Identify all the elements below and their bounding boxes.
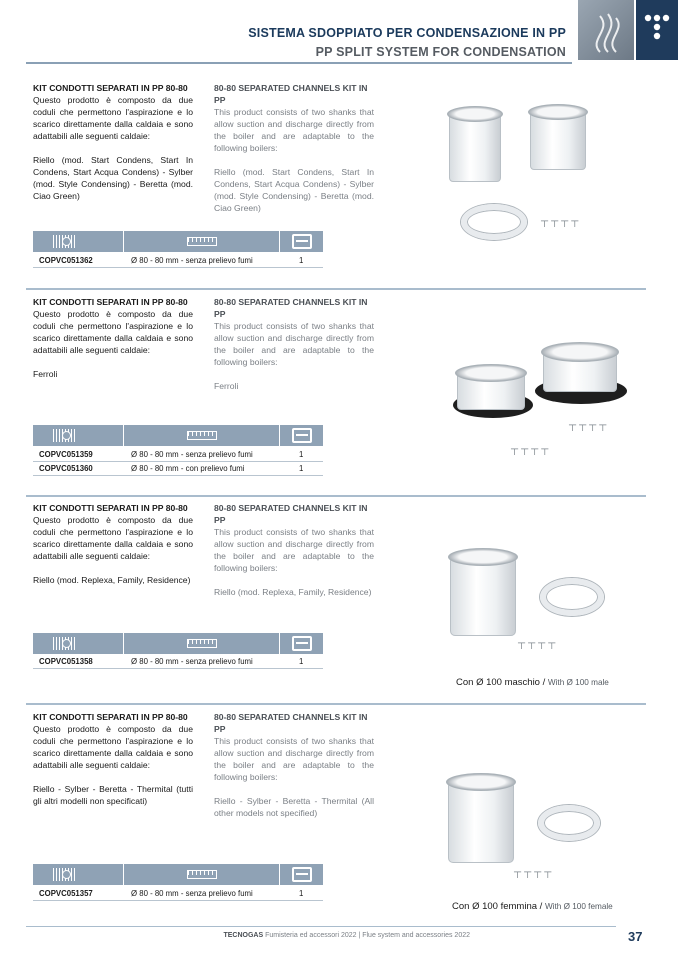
section-title-italian: KIT CONDOTTI SEPARATI IN PP 80-80: [33, 83, 188, 93]
table-row: [33, 887, 323, 901]
description-text-italian: Questo prodotto è composto da due coduli che permettono l'aspirazione e lo scarico direttamente dalla caldaia e sono adattabili alle seguenti caldaie:: [33, 515, 193, 561]
size-column-header: [123, 633, 279, 654]
section-divider: [26, 495, 646, 497]
size-column-header: [123, 425, 279, 446]
table-row: [33, 462, 323, 476]
product-quantity: 1: [299, 657, 304, 666]
barcode-magnifier-icon: [53, 868, 75, 881]
description-text-italian: Questo prodotto è composto da due coduli che permettono l'aspirazione e lo scarico direttamente dalla caldaia e sono adattabili alle seguenti caldaie:: [33, 309, 193, 355]
brands-english: Riello (mod. Start Condens, Start In Condens, Start Acqua Condens) - Sylber (mod. Style Condensing) - Beretta (mod. Ciao Green): [214, 167, 374, 213]
description-english: [214, 502, 374, 598]
section-title-italian: KIT CONDOTTI SEPARATI IN PP 80-80: [33, 503, 188, 513]
product-quantity: 1: [299, 889, 304, 898]
product-size: Ø 80 - 80 mm - senza prelievo fumi: [131, 256, 253, 265]
product-quantity: 1: [299, 256, 304, 265]
quantity-column-header: [279, 633, 323, 654]
product-image: ┬┬┬┬: [444, 542, 624, 662]
description-english: [214, 82, 374, 214]
product-code: COPVC051362: [39, 256, 93, 265]
product-size: Ø 80 - 80 mm - senza prelievo fumi: [131, 657, 253, 666]
footer-brand: TECNOGAS: [223, 932, 264, 939]
page-number: 37: [628, 929, 643, 944]
product-section-3: [26, 500, 646, 700]
barcode-magnifier-icon: [53, 429, 75, 442]
description-italian: [33, 502, 193, 586]
code-column-header: [33, 864, 123, 885]
code-column-header: [33, 231, 123, 252]
section-title-italian: KIT CONDOTTI SEPARATI IN PP 80-80: [33, 297, 188, 307]
product-section-4: [26, 709, 646, 919]
package-box-icon: [292, 234, 312, 249]
page-title-italian: SISTEMA SDOPPIATO PER CONDENSAZIONE IN PP: [248, 26, 566, 40]
footer-text: [223, 932, 470, 939]
section-divider: [26, 703, 646, 705]
description-italian: [33, 296, 193, 380]
smoke-swirl-icon: [578, 0, 634, 60]
size-column-header: [123, 231, 279, 252]
caption-italian: Con Ø 100 femmina /: [452, 901, 545, 912]
brand-dots-icon: [636, 0, 678, 60]
caption-english: With Ø 100 female: [544, 902, 613, 911]
brands-english: Riello - Sylber - Beretta - Thermital (All other models not specified): [214, 796, 374, 818]
table-row: [33, 254, 323, 268]
section-divider: [26, 288, 646, 290]
section-title-english: 80-80 SEPARATED CHANNELS KIT IN PP: [214, 712, 368, 734]
product-size: Ø 80 - 80 mm - senza prelievo fumi: [131, 889, 253, 898]
table-row: [33, 655, 323, 669]
barcode-magnifier-icon: [53, 235, 75, 248]
brands-english: Ferroli: [214, 381, 239, 391]
product-image: ┬┬┬┬: [441, 92, 611, 247]
product-image: ┬┬┬┬: [442, 767, 622, 892]
product-code: COPVC051360: [39, 464, 93, 473]
description-text-italian: Questo prodotto è composto da due coduli che permettono l'aspirazione e lo scarico direttamente dalla caldaia e sono adattabili alle seguenti caldaie:: [33, 95, 193, 141]
footer-description: Fumisteria ed accessori 2022 | Flue system and accessories 2022: [263, 932, 470, 939]
table-header: [33, 425, 323, 446]
package-box-icon: [292, 636, 312, 651]
brands-english: Riello (mod. Replexa, Family, Residence): [214, 587, 372, 597]
ruler-icon: [187, 431, 217, 440]
brands-italian: Riello (mod. Start Condens, Start In Condens, Start Acqua Condens) - Sylber (mod. Style Condensing) - Beretta (mod. Ciao Green): [33, 155, 193, 201]
product-caption: [452, 901, 613, 912]
section-title-english: 80-80 SEPARATED CHANNELS KIT IN PP: [214, 297, 368, 319]
package-box-icon: [292, 867, 312, 882]
product-caption: [456, 677, 609, 688]
section-title-english: 80-80 SEPARATED CHANNELS KIT IN PP: [214, 83, 368, 105]
brands-italian: Ferroli: [33, 369, 58, 379]
description-text-english: This product consists of two shanks that allow suction and discharge directly from the boiler and are adaptable to the following boilers:: [214, 736, 374, 782]
product-section-2: [26, 294, 646, 494]
product-quantity: 1: [299, 450, 304, 459]
ruler-icon: [187, 237, 217, 246]
code-column-header: [33, 633, 123, 654]
brands-italian: Riello - Sylber - Beretta - Thermital (tutti gli altri modelli non specificati): [33, 784, 193, 806]
size-column-header: [123, 864, 279, 885]
product-size: Ø 80 - 80 mm - senza prelievo fumi: [131, 450, 253, 459]
footer-line: [26, 926, 616, 927]
quantity-column-header: [279, 425, 323, 446]
description-italian: [33, 82, 193, 202]
table-row: [33, 448, 323, 462]
description-english: [214, 711, 374, 819]
description-text-italian: Questo prodotto è composto da due coduli che permettono l'aspirazione e lo scarico direttamente dalla caldaia e sono adattabili alle seguenti caldaie:: [33, 724, 193, 770]
section-title-english: 80-80 SEPARATED CHANNELS KIT IN PP: [214, 503, 368, 525]
package-box-icon: [292, 428, 312, 443]
product-size: Ø 80 - 80 mm - con prelievo fumi: [131, 464, 245, 473]
section-title-italian: KIT CONDOTTI SEPARATI IN PP 80-80: [33, 712, 188, 722]
barcode-magnifier-icon: [53, 637, 75, 650]
description-text-english: This product consists of two shanks that allow suction and discharge directly from the boiler and are adaptable to the following boilers:: [214, 321, 374, 367]
table-header: [33, 864, 323, 885]
product-code: COPVC051357: [39, 889, 93, 898]
product-section-1: [26, 80, 646, 280]
brands-italian: Riello (mod. Replexa, Family, Residence): [33, 575, 191, 585]
quantity-column-header: [279, 231, 323, 252]
page-title-english: PP SPLIT SYSTEM FOR CONDENSATION: [315, 45, 566, 59]
caption-english: With Ø 100 male: [547, 678, 609, 687]
description-text-english: This product consists of two shanks that allow suction and discharge directly from the boiler and are adaptable to the following boilers:: [214, 107, 374, 153]
product-code: COPVC051359: [39, 450, 93, 459]
table-header: [33, 633, 323, 654]
ruler-icon: [187, 639, 217, 648]
quantity-column-header: [279, 864, 323, 885]
product-quantity: 1: [299, 464, 304, 473]
product-image: ┬┬┬┬ ┬┬┬┬: [451, 334, 641, 469]
caption-italian: Con Ø 100 maschio /: [456, 677, 548, 688]
description-text-english: This product consists of two shanks that allow suction and discharge directly from the boiler and are adaptable to the following boilers:: [214, 527, 374, 573]
description-english: [214, 296, 374, 392]
table-header: [33, 231, 323, 252]
description-italian: [33, 711, 193, 807]
header-underline: [26, 62, 572, 64]
product-code: COPVC051358: [39, 657, 93, 666]
code-column-header: [33, 425, 123, 446]
ruler-icon: [187, 870, 217, 879]
